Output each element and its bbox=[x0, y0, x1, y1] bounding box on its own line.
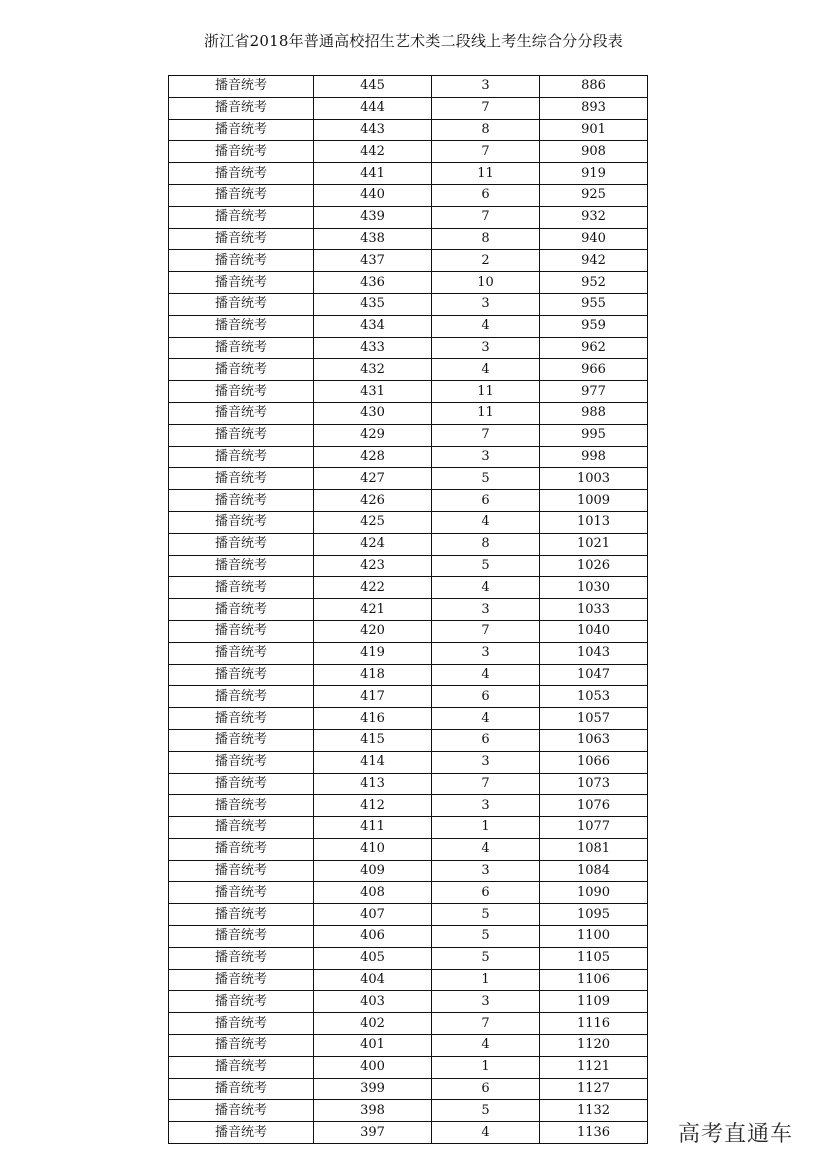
category-cell: 播音统考 bbox=[169, 141, 314, 163]
count-cell: 7 bbox=[432, 773, 540, 795]
count-cell: 1 bbox=[432, 969, 540, 991]
table-row bbox=[169, 773, 648, 795]
cumulative-cell: 1100 bbox=[540, 926, 648, 948]
count-cell: 7 bbox=[432, 141, 540, 163]
cumulative-cell: 988 bbox=[540, 402, 648, 424]
count-cell: 5 bbox=[432, 904, 540, 926]
category-cell: 播音统考 bbox=[169, 795, 314, 817]
count-cell: 3 bbox=[432, 599, 540, 621]
score-cell: 433 bbox=[314, 337, 432, 359]
count-cell: 8 bbox=[432, 533, 540, 555]
table-row bbox=[169, 904, 648, 926]
table-row bbox=[169, 555, 648, 577]
table-row bbox=[169, 381, 648, 403]
count-cell: 7 bbox=[432, 620, 540, 642]
count-cell: 7 bbox=[432, 97, 540, 119]
table-row bbox=[169, 119, 648, 141]
category-cell: 播音统考 bbox=[169, 293, 314, 315]
cumulative-cell: 955 bbox=[540, 293, 648, 315]
count-cell: 5 bbox=[432, 947, 540, 969]
count-cell: 1 bbox=[432, 817, 540, 839]
cumulative-cell: 919 bbox=[540, 163, 648, 185]
table-row bbox=[169, 882, 648, 904]
cumulative-cell: 925 bbox=[540, 184, 648, 206]
cumulative-cell: 1021 bbox=[540, 533, 648, 555]
cumulative-cell: 1132 bbox=[540, 1100, 648, 1122]
category-cell: 播音统考 bbox=[169, 708, 314, 730]
count-cell: 8 bbox=[432, 119, 540, 141]
category-cell: 播音统考 bbox=[169, 97, 314, 119]
score-cell: 413 bbox=[314, 773, 432, 795]
category-cell: 播音统考 bbox=[169, 904, 314, 926]
cumulative-cell: 893 bbox=[540, 97, 648, 119]
cumulative-cell: 1033 bbox=[540, 599, 648, 621]
table-row bbox=[169, 795, 648, 817]
score-cell: 443 bbox=[314, 119, 432, 141]
table-row bbox=[169, 664, 648, 686]
category-cell: 播音统考 bbox=[169, 751, 314, 773]
cumulative-cell: 959 bbox=[540, 315, 648, 337]
table-row bbox=[169, 1056, 648, 1078]
cumulative-cell: 1003 bbox=[540, 468, 648, 490]
score-cell: 434 bbox=[314, 315, 432, 337]
score-cell: 435 bbox=[314, 293, 432, 315]
count-cell: 3 bbox=[432, 751, 540, 773]
table-row bbox=[169, 991, 648, 1013]
category-cell: 播音统考 bbox=[169, 446, 314, 468]
score-cell: 409 bbox=[314, 860, 432, 882]
score-cell: 398 bbox=[314, 1100, 432, 1122]
category-cell: 播音统考 bbox=[169, 991, 314, 1013]
cumulative-cell: 998 bbox=[540, 446, 648, 468]
score-cell: 424 bbox=[314, 533, 432, 555]
table-row bbox=[169, 751, 648, 773]
table-row bbox=[169, 729, 648, 751]
cumulative-cell: 942 bbox=[540, 250, 648, 272]
table-row bbox=[169, 228, 648, 250]
cumulative-cell: 952 bbox=[540, 272, 648, 294]
score-cell: 414 bbox=[314, 751, 432, 773]
cumulative-cell: 1073 bbox=[540, 773, 648, 795]
count-cell: 1 bbox=[432, 1056, 540, 1078]
category-cell: 播音统考 bbox=[169, 642, 314, 664]
category-cell: 播音统考 bbox=[169, 860, 314, 882]
count-cell: 6 bbox=[432, 490, 540, 512]
table-row bbox=[169, 599, 648, 621]
category-cell: 播音统考 bbox=[169, 337, 314, 359]
count-cell: 4 bbox=[432, 1035, 540, 1057]
score-cell: 408 bbox=[314, 882, 432, 904]
cumulative-cell: 1095 bbox=[540, 904, 648, 926]
score-cell: 444 bbox=[314, 97, 432, 119]
table-row bbox=[169, 76, 648, 98]
cumulative-cell: 1106 bbox=[540, 969, 648, 991]
cumulative-cell: 908 bbox=[540, 141, 648, 163]
cumulative-cell: 932 bbox=[540, 206, 648, 228]
table-row bbox=[169, 97, 648, 119]
category-cell: 播音统考 bbox=[169, 729, 314, 751]
category-cell: 播音统考 bbox=[169, 926, 314, 948]
score-cell: 431 bbox=[314, 381, 432, 403]
table-row bbox=[169, 141, 648, 163]
score-cell: 432 bbox=[314, 359, 432, 381]
count-cell: 4 bbox=[432, 315, 540, 337]
count-cell: 11 bbox=[432, 381, 540, 403]
cumulative-cell: 1090 bbox=[540, 882, 648, 904]
score-cell: 420 bbox=[314, 620, 432, 642]
category-cell: 播音统考 bbox=[169, 1056, 314, 1078]
cumulative-cell: 1109 bbox=[540, 991, 648, 1013]
category-cell: 播音统考 bbox=[169, 76, 314, 98]
category-cell: 播音统考 bbox=[169, 490, 314, 512]
table-row bbox=[169, 184, 648, 206]
score-table bbox=[168, 75, 648, 1144]
category-cell: 播音统考 bbox=[169, 468, 314, 490]
table-row bbox=[169, 359, 648, 381]
count-cell: 4 bbox=[432, 664, 540, 686]
table-row bbox=[169, 163, 648, 185]
category-cell: 播音统考 bbox=[169, 206, 314, 228]
table-row bbox=[169, 1013, 648, 1035]
score-cell: 401 bbox=[314, 1035, 432, 1057]
cumulative-cell: 1076 bbox=[540, 795, 648, 817]
cumulative-cell: 977 bbox=[540, 381, 648, 403]
count-cell: 6 bbox=[432, 184, 540, 206]
count-cell: 4 bbox=[432, 1122, 540, 1144]
count-cell: 7 bbox=[432, 1013, 540, 1035]
score-cell: 441 bbox=[314, 163, 432, 185]
score-cell: 411 bbox=[314, 817, 432, 839]
table-row bbox=[169, 206, 648, 228]
cumulative-cell: 1030 bbox=[540, 577, 648, 599]
table-row bbox=[169, 1035, 648, 1057]
score-cell: 418 bbox=[314, 664, 432, 686]
category-cell: 播音统考 bbox=[169, 272, 314, 294]
score-cell: 404 bbox=[314, 969, 432, 991]
count-cell: 4 bbox=[432, 838, 540, 860]
score-cell: 440 bbox=[314, 184, 432, 206]
table-row bbox=[169, 293, 648, 315]
category-cell: 播音统考 bbox=[169, 228, 314, 250]
table-row bbox=[169, 446, 648, 468]
count-cell: 5 bbox=[432, 926, 540, 948]
category-cell: 播音统考 bbox=[169, 402, 314, 424]
cumulative-cell: 1040 bbox=[540, 620, 648, 642]
category-cell: 播音统考 bbox=[169, 359, 314, 381]
score-cell: 427 bbox=[314, 468, 432, 490]
count-cell: 3 bbox=[432, 293, 540, 315]
cumulative-cell: 1026 bbox=[540, 555, 648, 577]
category-cell: 播音统考 bbox=[169, 664, 314, 686]
score-cell: 419 bbox=[314, 642, 432, 664]
score-cell: 417 bbox=[314, 686, 432, 708]
score-cell: 416 bbox=[314, 708, 432, 730]
cumulative-cell: 1120 bbox=[540, 1035, 648, 1057]
category-cell: 播音统考 bbox=[169, 381, 314, 403]
cumulative-cell: 995 bbox=[540, 424, 648, 446]
score-cell: 407 bbox=[314, 904, 432, 926]
category-cell: 播音统考 bbox=[169, 577, 314, 599]
cumulative-cell: 1066 bbox=[540, 751, 648, 773]
table-row bbox=[169, 490, 648, 512]
count-cell: 6 bbox=[432, 1078, 540, 1100]
table-row bbox=[169, 337, 648, 359]
category-cell: 播音统考 bbox=[169, 969, 314, 991]
count-cell: 3 bbox=[432, 860, 540, 882]
watermark-logo: 高考直通车 bbox=[678, 1122, 794, 1147]
cumulative-cell: 1081 bbox=[540, 838, 648, 860]
category-cell: 播音统考 bbox=[169, 119, 314, 141]
category-cell: 播音统考 bbox=[169, 947, 314, 969]
score-cell: 438 bbox=[314, 228, 432, 250]
score-cell: 436 bbox=[314, 272, 432, 294]
score-cell: 412 bbox=[314, 795, 432, 817]
count-cell: 3 bbox=[432, 991, 540, 1013]
category-cell: 播音统考 bbox=[169, 315, 314, 337]
cumulative-cell: 1043 bbox=[540, 642, 648, 664]
score-cell: 397 bbox=[314, 1122, 432, 1144]
score-cell: 400 bbox=[314, 1056, 432, 1078]
category-cell: 播音统考 bbox=[169, 424, 314, 446]
count-cell: 2 bbox=[432, 250, 540, 272]
cumulative-cell: 886 bbox=[540, 76, 648, 98]
category-cell: 播音统考 bbox=[169, 1100, 314, 1122]
count-cell: 8 bbox=[432, 228, 540, 250]
cumulative-cell: 940 bbox=[540, 228, 648, 250]
count-cell: 11 bbox=[432, 402, 540, 424]
category-cell: 播音统考 bbox=[169, 184, 314, 206]
category-cell: 播音统考 bbox=[169, 838, 314, 860]
count-cell: 3 bbox=[432, 795, 540, 817]
count-cell: 5 bbox=[432, 468, 540, 490]
category-cell: 播音统考 bbox=[169, 1122, 314, 1144]
cumulative-cell: 1121 bbox=[540, 1056, 648, 1078]
table-row bbox=[169, 1100, 648, 1122]
count-cell: 3 bbox=[432, 76, 540, 98]
category-cell: 播音统考 bbox=[169, 817, 314, 839]
category-cell: 播音统考 bbox=[169, 1013, 314, 1035]
table-row bbox=[169, 969, 648, 991]
count-cell: 5 bbox=[432, 555, 540, 577]
table-row bbox=[169, 620, 648, 642]
table-row bbox=[169, 947, 648, 969]
cumulative-cell: 1063 bbox=[540, 729, 648, 751]
cumulative-cell: 1127 bbox=[540, 1078, 648, 1100]
cumulative-cell: 962 bbox=[540, 337, 648, 359]
category-cell: 播音统考 bbox=[169, 533, 314, 555]
score-cell: 430 bbox=[314, 402, 432, 424]
score-cell: 422 bbox=[314, 577, 432, 599]
score-cell: 421 bbox=[314, 599, 432, 621]
count-cell: 4 bbox=[432, 359, 540, 381]
cumulative-cell: 966 bbox=[540, 359, 648, 381]
score-cell: 425 bbox=[314, 511, 432, 533]
table-row bbox=[169, 272, 648, 294]
count-cell: 3 bbox=[432, 642, 540, 664]
category-cell: 播音统考 bbox=[169, 686, 314, 708]
score-cell: 406 bbox=[314, 926, 432, 948]
table-row bbox=[169, 860, 648, 882]
table-row bbox=[169, 642, 648, 664]
category-cell: 播音统考 bbox=[169, 1035, 314, 1057]
count-cell: 4 bbox=[432, 708, 540, 730]
cumulative-cell: 1057 bbox=[540, 708, 648, 730]
cumulative-cell: 1013 bbox=[540, 511, 648, 533]
score-cell: 415 bbox=[314, 729, 432, 751]
cumulative-cell: 1084 bbox=[540, 860, 648, 882]
count-cell: 6 bbox=[432, 882, 540, 904]
table-row bbox=[169, 511, 648, 533]
score-cell: 426 bbox=[314, 490, 432, 512]
score-cell: 399 bbox=[314, 1078, 432, 1100]
category-cell: 播音统考 bbox=[169, 882, 314, 904]
count-cell: 7 bbox=[432, 424, 540, 446]
category-cell: 播音统考 bbox=[169, 250, 314, 272]
table-row bbox=[169, 1122, 648, 1144]
score-cell: 445 bbox=[314, 76, 432, 98]
category-cell: 播音统考 bbox=[169, 773, 314, 795]
table-row bbox=[169, 708, 648, 730]
table-row bbox=[169, 402, 648, 424]
table-row bbox=[169, 315, 648, 337]
count-cell: 11 bbox=[432, 163, 540, 185]
count-cell: 3 bbox=[432, 446, 540, 468]
category-cell: 播音统考 bbox=[169, 599, 314, 621]
count-cell: 5 bbox=[432, 1100, 540, 1122]
count-cell: 6 bbox=[432, 686, 540, 708]
cumulative-cell: 1136 bbox=[540, 1122, 648, 1144]
count-cell: 4 bbox=[432, 511, 540, 533]
page-title: 浙江省2018年普通高校招生艺术类二段线上考生综合分分段表 bbox=[204, 32, 623, 50]
score-cell: 428 bbox=[314, 446, 432, 468]
cumulative-cell: 1047 bbox=[540, 664, 648, 686]
table-row bbox=[169, 817, 648, 839]
cumulative-cell: 1009 bbox=[540, 490, 648, 512]
score-cell: 439 bbox=[314, 206, 432, 228]
table-row bbox=[169, 926, 648, 948]
score-cell: 437 bbox=[314, 250, 432, 272]
table-row bbox=[169, 533, 648, 555]
table-row bbox=[169, 686, 648, 708]
cumulative-cell: 1116 bbox=[540, 1013, 648, 1035]
category-cell: 播音统考 bbox=[169, 555, 314, 577]
count-cell: 6 bbox=[432, 729, 540, 751]
score-cell: 410 bbox=[314, 838, 432, 860]
table-row bbox=[169, 424, 648, 446]
table-row bbox=[169, 1078, 648, 1100]
table-row bbox=[169, 838, 648, 860]
category-cell: 播音统考 bbox=[169, 620, 314, 642]
cumulative-cell: 901 bbox=[540, 119, 648, 141]
count-cell: 4 bbox=[432, 577, 540, 599]
table-row bbox=[169, 250, 648, 272]
score-cell: 429 bbox=[314, 424, 432, 446]
cumulative-cell: 1105 bbox=[540, 947, 648, 969]
count-cell: 3 bbox=[432, 337, 540, 359]
category-cell: 播音统考 bbox=[169, 163, 314, 185]
score-cell: 403 bbox=[314, 991, 432, 1013]
count-cell: 10 bbox=[432, 272, 540, 294]
score-cell: 423 bbox=[314, 555, 432, 577]
score-cell: 402 bbox=[314, 1013, 432, 1035]
category-cell: 播音统考 bbox=[169, 1078, 314, 1100]
count-cell: 7 bbox=[432, 206, 540, 228]
score-cell: 405 bbox=[314, 947, 432, 969]
cumulative-cell: 1077 bbox=[540, 817, 648, 839]
score-table-body bbox=[169, 76, 648, 1144]
table-row bbox=[169, 468, 648, 490]
category-cell: 播音统考 bbox=[169, 511, 314, 533]
table-row bbox=[169, 577, 648, 599]
score-cell: 442 bbox=[314, 141, 432, 163]
cumulative-cell: 1053 bbox=[540, 686, 648, 708]
